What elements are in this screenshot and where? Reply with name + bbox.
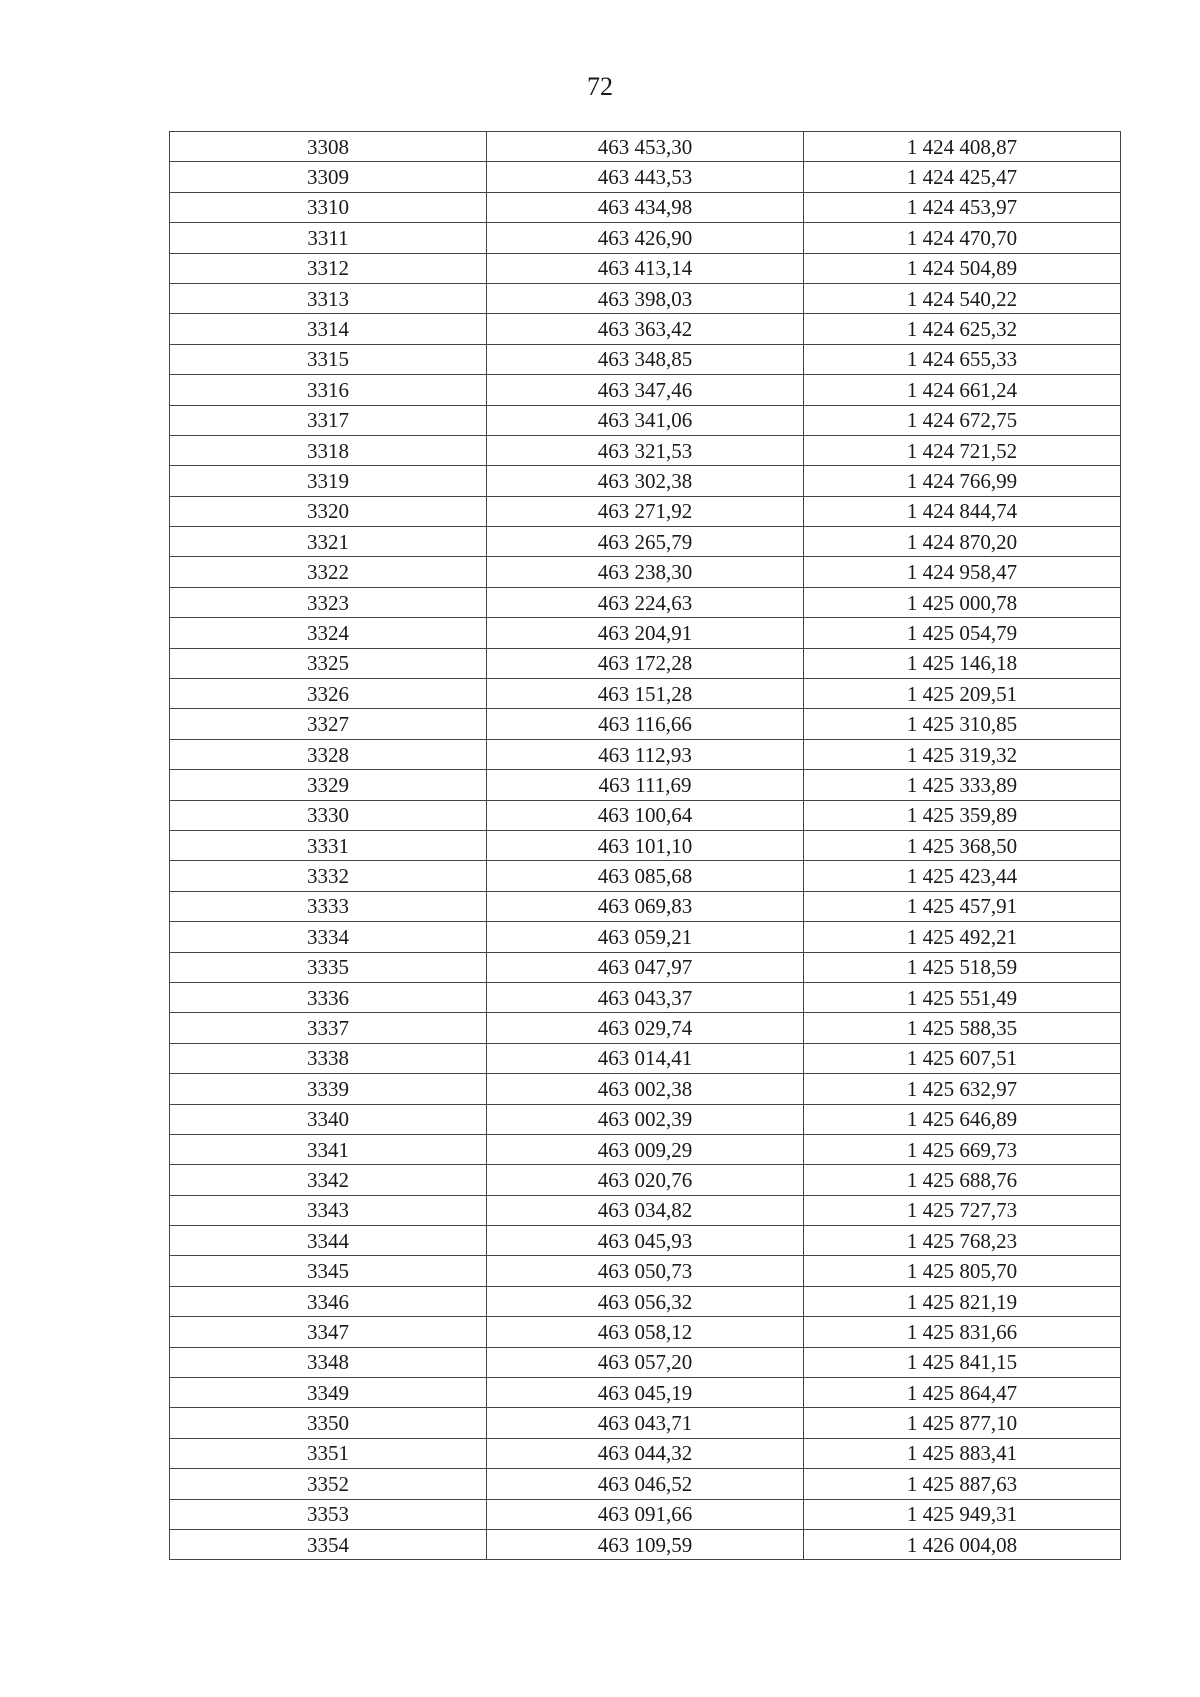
x-coordinate-cell: 463 059,21: [487, 922, 804, 952]
table-row: [170, 709, 1121, 739]
y-coordinate-cell: 1 424 453,97: [804, 192, 1121, 222]
y-coordinate-cell: 1 426 004,08: [804, 1529, 1121, 1559]
table-row: [170, 679, 1121, 709]
table-row: [170, 1226, 1121, 1256]
table-row: [170, 466, 1121, 496]
point-number-cell: 3351: [170, 1438, 487, 1468]
x-coordinate-cell: 463 009,29: [487, 1134, 804, 1164]
table-row: [170, 739, 1121, 769]
y-coordinate-cell: 1 424 625,32: [804, 314, 1121, 344]
x-coordinate-cell: 463 321,53: [487, 435, 804, 465]
y-coordinate-cell: 1 425 805,70: [804, 1256, 1121, 1286]
point-number-cell: 3330: [170, 800, 487, 830]
table-row: [170, 435, 1121, 465]
table-row: [170, 770, 1121, 800]
point-number-cell: 3352: [170, 1469, 487, 1499]
y-coordinate-cell: 1 425 310,85: [804, 709, 1121, 739]
x-coordinate-cell: 463 204,91: [487, 618, 804, 648]
y-coordinate-cell: 1 424 504,89: [804, 253, 1121, 283]
x-coordinate-cell: 463 271,92: [487, 496, 804, 526]
y-coordinate-cell: 1 425 607,51: [804, 1043, 1121, 1073]
point-number-cell: 3345: [170, 1256, 487, 1286]
point-number-cell: 3354: [170, 1529, 487, 1559]
table-row: [170, 1104, 1121, 1134]
point-number-cell: 3308: [170, 132, 487, 162]
point-number-cell: 3320: [170, 496, 487, 526]
point-number-cell: 3324: [170, 618, 487, 648]
x-coordinate-cell: 463 398,03: [487, 283, 804, 313]
x-coordinate-cell: 463 100,64: [487, 800, 804, 830]
point-number-cell: 3353: [170, 1499, 487, 1529]
x-coordinate-cell: 463 348,85: [487, 344, 804, 374]
page-number: 72: [587, 72, 613, 101]
point-number-cell: 3341: [170, 1134, 487, 1164]
x-coordinate-cell: 463 020,76: [487, 1165, 804, 1195]
x-coordinate-cell: 463 426,90: [487, 223, 804, 253]
x-coordinate-cell: 463 058,12: [487, 1317, 804, 1347]
point-number-cell: 3310: [170, 192, 487, 222]
y-coordinate-cell: 1 425 588,35: [804, 1013, 1121, 1043]
x-coordinate-cell: 463 265,79: [487, 527, 804, 557]
x-coordinate-cell: 463 047,97: [487, 952, 804, 982]
point-number-cell: 3316: [170, 375, 487, 405]
table-row: [170, 375, 1121, 405]
y-coordinate-cell: 1 425 883,41: [804, 1438, 1121, 1468]
table-row: [170, 1317, 1121, 1347]
point-number-cell: 3321: [170, 527, 487, 557]
x-coordinate-cell: 463 347,46: [487, 375, 804, 405]
x-coordinate-cell: 463 091,66: [487, 1499, 804, 1529]
point-number-cell: 3344: [170, 1226, 487, 1256]
table-row: [170, 1195, 1121, 1225]
y-coordinate-cell: 1 425 727,73: [804, 1195, 1121, 1225]
x-coordinate-cell: 463 224,63: [487, 587, 804, 617]
x-coordinate-cell: 463 101,10: [487, 830, 804, 860]
point-number-cell: 3348: [170, 1347, 487, 1377]
y-coordinate-cell: 1 425 841,15: [804, 1347, 1121, 1377]
point-number-cell: 3337: [170, 1013, 487, 1043]
point-number-cell: 3329: [170, 770, 487, 800]
x-coordinate-cell: 463 046,52: [487, 1469, 804, 1499]
table-row: [170, 618, 1121, 648]
point-number-cell: 3334: [170, 922, 487, 952]
y-coordinate-cell: 1 425 646,89: [804, 1104, 1121, 1134]
table-row: [170, 1378, 1121, 1408]
point-number-cell: 3338: [170, 1043, 487, 1073]
point-number-cell: 3332: [170, 861, 487, 891]
table-row: [170, 1134, 1121, 1164]
x-coordinate-cell: 463 151,28: [487, 679, 804, 709]
table-row: [170, 1074, 1121, 1104]
x-coordinate-cell: 463 434,98: [487, 192, 804, 222]
point-number-cell: 3331: [170, 830, 487, 860]
table-row: [170, 1408, 1121, 1438]
point-number-cell: 3343: [170, 1195, 487, 1225]
y-coordinate-cell: 1 424 408,87: [804, 132, 1121, 162]
table-row: [170, 800, 1121, 830]
point-number-cell: 3333: [170, 891, 487, 921]
point-number-cell: 3323: [170, 587, 487, 617]
point-number-cell: 3315: [170, 344, 487, 374]
table-row: [170, 587, 1121, 617]
point-number-cell: 3314: [170, 314, 487, 344]
x-coordinate-cell: 463 050,73: [487, 1256, 804, 1286]
x-coordinate-cell: 463 413,14: [487, 253, 804, 283]
table-row: [170, 557, 1121, 587]
y-coordinate-cell: 1 425 423,44: [804, 861, 1121, 891]
x-coordinate-cell: 463 453,30: [487, 132, 804, 162]
table-row: [170, 344, 1121, 374]
point-number-cell: 3309: [170, 162, 487, 192]
point-number-cell: 3335: [170, 952, 487, 982]
y-coordinate-cell: 1 424 425,47: [804, 162, 1121, 192]
y-coordinate-cell: 1 424 470,70: [804, 223, 1121, 253]
table-row: [170, 1438, 1121, 1468]
y-coordinate-cell: 1 424 540,22: [804, 283, 1121, 313]
x-coordinate-cell: 463 363,42: [487, 314, 804, 344]
x-coordinate-cell: 463 085,68: [487, 861, 804, 891]
point-number-cell: 3327: [170, 709, 487, 739]
x-coordinate-cell: 463 043,71: [487, 1408, 804, 1438]
point-number-cell: 3318: [170, 435, 487, 465]
table-row: [170, 132, 1121, 162]
table-row: [170, 1286, 1121, 1316]
table-row: [170, 952, 1121, 982]
x-coordinate-cell: 463 056,32: [487, 1286, 804, 1316]
table-row: [170, 253, 1121, 283]
point-number-cell: 3322: [170, 557, 487, 587]
table-row: [170, 405, 1121, 435]
table-row: [170, 223, 1121, 253]
point-number-cell: 3326: [170, 679, 487, 709]
y-coordinate-cell: 1 425 887,63: [804, 1469, 1121, 1499]
y-coordinate-cell: 1 424 766,99: [804, 466, 1121, 496]
y-coordinate-cell: 1 425 768,23: [804, 1226, 1121, 1256]
table-row: [170, 1499, 1121, 1529]
y-coordinate-cell: 1 425 669,73: [804, 1134, 1121, 1164]
point-number-cell: 3312: [170, 253, 487, 283]
y-coordinate-cell: 1 424 958,47: [804, 557, 1121, 587]
x-coordinate-cell: 463 014,41: [487, 1043, 804, 1073]
x-coordinate-cell: 463 172,28: [487, 648, 804, 678]
y-coordinate-cell: 1 425 632,97: [804, 1074, 1121, 1104]
y-coordinate-cell: 1 425 831,66: [804, 1317, 1121, 1347]
table-row: [170, 830, 1121, 860]
table-row: [170, 648, 1121, 678]
y-coordinate-cell: 1 425 492,21: [804, 922, 1121, 952]
x-coordinate-cell: 463 341,06: [487, 405, 804, 435]
x-coordinate-cell: 463 045,19: [487, 1378, 804, 1408]
x-coordinate-cell: 463 069,83: [487, 891, 804, 921]
y-coordinate-cell: 1 425 688,76: [804, 1165, 1121, 1195]
x-coordinate-cell: 463 057,20: [487, 1347, 804, 1377]
point-number-cell: 3349: [170, 1378, 487, 1408]
x-coordinate-cell: 463 044,32: [487, 1438, 804, 1468]
y-coordinate-cell: 1 424 655,33: [804, 344, 1121, 374]
point-number-cell: 3340: [170, 1104, 487, 1134]
table-row: [170, 283, 1121, 313]
point-number-cell: 3350: [170, 1408, 487, 1438]
point-number-cell: 3317: [170, 405, 487, 435]
y-coordinate-cell: 1 425 000,78: [804, 587, 1121, 617]
x-coordinate-cell: 463 109,59: [487, 1529, 804, 1559]
x-coordinate-cell: 463 043,37: [487, 982, 804, 1012]
x-coordinate-cell: 463 045,93: [487, 1226, 804, 1256]
table-row: [170, 192, 1121, 222]
table-row: [170, 1469, 1121, 1499]
table-row: [170, 314, 1121, 344]
point-number-cell: 3313: [170, 283, 487, 313]
table-row: [170, 1256, 1121, 1286]
table-row: [170, 1013, 1121, 1043]
y-coordinate-cell: 1 425 054,79: [804, 618, 1121, 648]
table-row: [170, 527, 1121, 557]
y-coordinate-cell: 1 425 864,47: [804, 1378, 1121, 1408]
table-row: [170, 1165, 1121, 1195]
coordinates-table-body: [170, 132, 1121, 1560]
table-row: [170, 861, 1121, 891]
x-coordinate-cell: 463 111,69: [487, 770, 804, 800]
x-coordinate-cell: 463 002,38: [487, 1074, 804, 1104]
table-row: [170, 496, 1121, 526]
point-number-cell: 3342: [170, 1165, 487, 1195]
point-number-cell: 3336: [170, 982, 487, 1012]
y-coordinate-cell: 1 424 661,24: [804, 375, 1121, 405]
y-coordinate-cell: 1 424 721,52: [804, 435, 1121, 465]
table-row: [170, 891, 1121, 921]
x-coordinate-cell: 463 112,93: [487, 739, 804, 769]
coordinates-table: [169, 131, 1121, 1560]
y-coordinate-cell: 1 425 319,32: [804, 739, 1121, 769]
y-coordinate-cell: 1 425 518,59: [804, 952, 1121, 982]
x-coordinate-cell: 463 116,66: [487, 709, 804, 739]
table-row: [170, 1529, 1121, 1559]
y-coordinate-cell: 1 425 457,91: [804, 891, 1121, 921]
point-number-cell: 3311: [170, 223, 487, 253]
y-coordinate-cell: 1 425 333,89: [804, 770, 1121, 800]
y-coordinate-cell: 1 425 821,19: [804, 1286, 1121, 1316]
x-coordinate-cell: 463 443,53: [487, 162, 804, 192]
point-number-cell: 3347: [170, 1317, 487, 1347]
x-coordinate-cell: 463 238,30: [487, 557, 804, 587]
point-number-cell: 3346: [170, 1286, 487, 1316]
point-number-cell: 3339: [170, 1074, 487, 1104]
y-coordinate-cell: 1 424 672,75: [804, 405, 1121, 435]
y-coordinate-cell: 1 425 551,49: [804, 982, 1121, 1012]
table-row: [170, 982, 1121, 1012]
y-coordinate-cell: 1 425 359,89: [804, 800, 1121, 830]
point-number-cell: 3319: [170, 466, 487, 496]
point-number-cell: 3328: [170, 739, 487, 769]
y-coordinate-cell: 1 424 870,20: [804, 527, 1121, 557]
table-row: [170, 162, 1121, 192]
y-coordinate-cell: 1 425 368,50: [804, 830, 1121, 860]
table-row: [170, 1347, 1121, 1377]
table-row: [170, 922, 1121, 952]
table-row: [170, 1043, 1121, 1073]
y-coordinate-cell: 1 425 949,31: [804, 1499, 1121, 1529]
y-coordinate-cell: 1 424 844,74: [804, 496, 1121, 526]
x-coordinate-cell: 463 002,39: [487, 1104, 804, 1134]
y-coordinate-cell: 1 425 146,18: [804, 648, 1121, 678]
y-coordinate-cell: 1 425 877,10: [804, 1408, 1121, 1438]
point-number-cell: 3325: [170, 648, 487, 678]
x-coordinate-cell: 463 302,38: [487, 466, 804, 496]
x-coordinate-cell: 463 029,74: [487, 1013, 804, 1043]
x-coordinate-cell: 463 034,82: [487, 1195, 804, 1225]
y-coordinate-cell: 1 425 209,51: [804, 679, 1121, 709]
